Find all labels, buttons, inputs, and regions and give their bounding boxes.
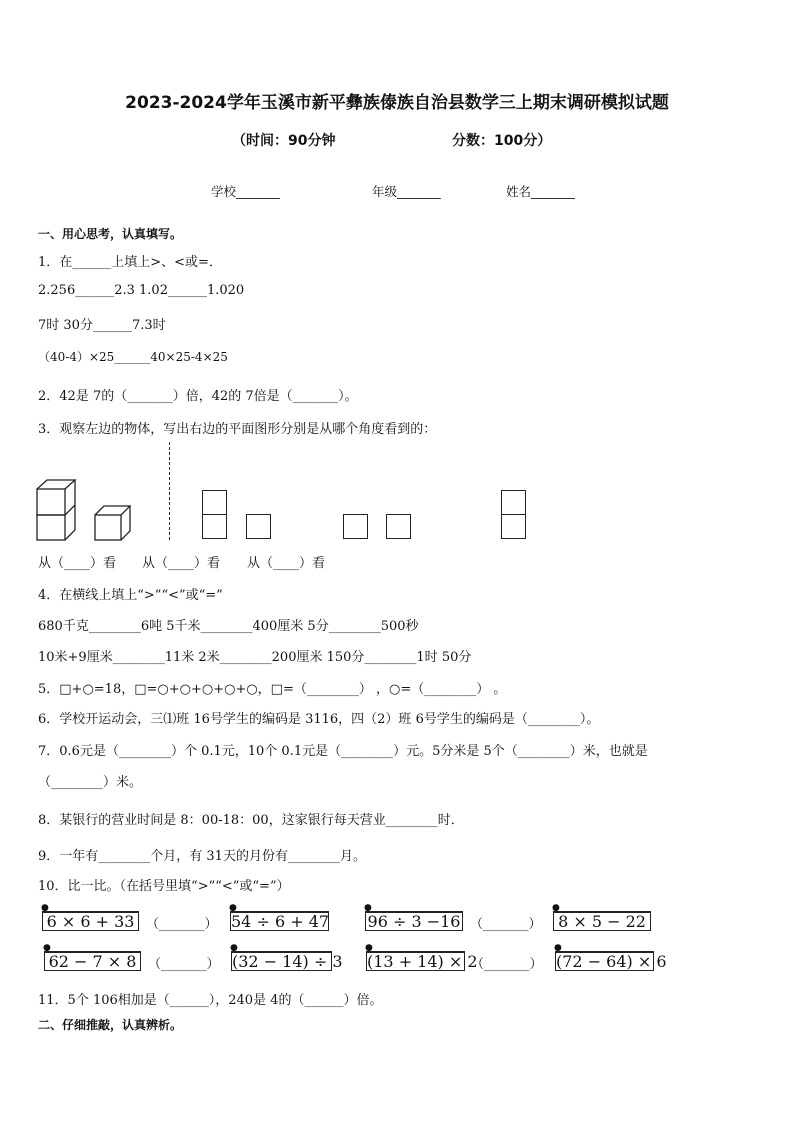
grade-field: 年级_______ <box>372 184 441 199</box>
expression-box: 6 × 6 + 33 <box>42 911 139 931</box>
view-answer-1: 从（____）看 <box>38 556 117 571</box>
question-6: 6．学校开运动会，三⑴班 16号学生的编码是 3116，四（2）班 6号学生的编码是（________）。 <box>38 712 600 727</box>
question-11: 11．5个 106相加是（______），240是 4的（______）倍。 <box>38 993 383 1008</box>
compare-blank: （_______） <box>470 917 542 932</box>
question-2: 2．42是 7的（_______）倍，42的 7倍是（_______）。 <box>38 389 358 404</box>
view-answer-3: 从（____）看 <box>247 556 326 571</box>
score-label: 分数：100分） <box>452 133 552 149</box>
question-10: 10．比一比。（在括号里填“>”“<”或“=”） <box>38 879 290 894</box>
question-5: 5．□+○=18，□=○+○+○+○+○，□=（________） ，○=（________） 。 <box>38 682 507 697</box>
square-shape <box>202 490 227 515</box>
question-9: 9．一年有________个月，有 31天的月份有________月。 <box>38 849 366 864</box>
bread-icon: ● <box>229 903 237 913</box>
name-field: 姓名_______ <box>506 184 575 199</box>
expression-box: 8 × 5 − 22 <box>553 911 651 931</box>
question-1: 1．在______上填上>、<或=． <box>38 255 222 270</box>
compare-blank: （_______） <box>146 917 218 932</box>
bread-icon: ● <box>365 943 373 953</box>
question-4a: 680千克________6吨 5千米________400厘米 5分________500秒 <box>38 619 419 634</box>
section-2-heading: 二、仔细推敲，认真辨析。 <box>38 1018 183 1032</box>
question-3: 3．观察左边的物体，写出右边的平面图形分别是从哪个角度看到的： <box>38 422 437 437</box>
bread-icon: ● <box>554 943 562 953</box>
divider-dashed-line <box>169 442 170 540</box>
square-shape <box>501 514 526 539</box>
expression-box: 96 ÷ 3 −16 <box>365 911 463 931</box>
bread-icon: ● <box>230 943 238 953</box>
bread-icon: ● <box>41 903 49 913</box>
square-shape <box>501 490 526 515</box>
question-7: 7．0.6元是（________）个 0.1元，10个 0.1元是（________）元。5分米是 5个（________）米，也就是 <box>38 744 648 759</box>
expression-box: (13 + 14) × 2 <box>367 952 478 971</box>
square-shape <box>246 514 271 539</box>
square-shape <box>202 514 227 539</box>
question-1b: 7时 30分______7.3时 <box>38 318 166 333</box>
compare-blank: （_______） <box>148 957 220 972</box>
single-cube-drawing <box>94 504 132 542</box>
school-field: 学校_______ <box>211 184 280 199</box>
expression-box: 62 − 7 × 8 <box>44 951 141 971</box>
question-8: 8．某银行的营业时间是 8：00-18：00，这家银行每天营业________时． <box>38 813 464 828</box>
expression-box: (72 − 64) × 6 <box>556 952 667 971</box>
time-label: （时间：90分钟 <box>232 133 336 149</box>
bread-icon: ● <box>552 903 560 913</box>
question-4: 4．在横线上填上“>”“<”或“=” <box>38 588 223 603</box>
exam-title: 2023-2024学年玉溪市新平彝族傣族自治县数学三上期末调研模拟试题 <box>125 93 669 113</box>
question-4b: 10米+9厘米________11米 2米________200厘米 150分________1时 50分 <box>38 650 472 665</box>
expression-box: (32 − 14) ÷ 3 <box>232 952 343 971</box>
view-answer-2: 从（____）看 <box>142 556 221 571</box>
compare-blank: （_______） <box>471 957 543 972</box>
question-7-continued: （________）米。 <box>38 775 143 790</box>
bread-icon: ● <box>364 903 372 913</box>
question-1a: 2.256______2.3 1.02______1.020 <box>38 283 245 298</box>
square-shape <box>343 514 368 539</box>
bread-icon: ● <box>43 943 51 953</box>
question-1c: （40-4）×25______40×25-4×25 <box>38 350 228 364</box>
section-1-heading: 一、用心思考，认真填写。 <box>38 227 183 241</box>
tall-cube-drawing <box>36 478 78 542</box>
square-shape <box>386 514 411 539</box>
expression-box: 54 ÷ 6 + 47 <box>231 912 330 931</box>
